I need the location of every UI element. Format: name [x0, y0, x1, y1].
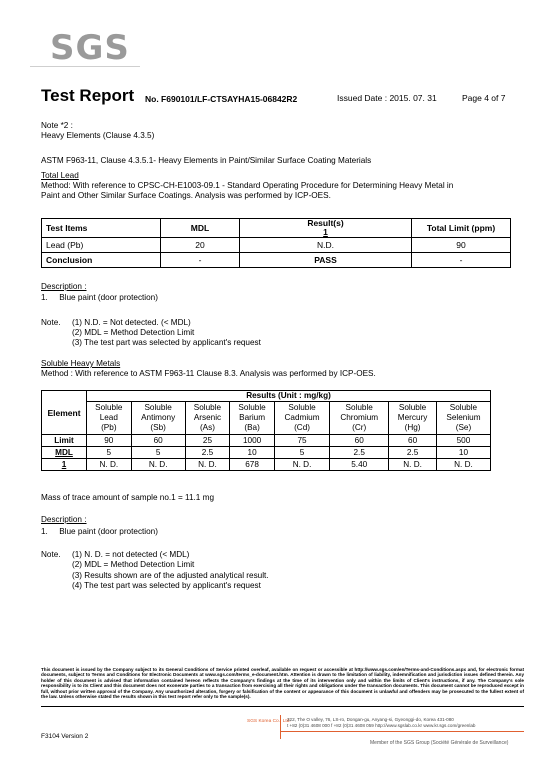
note-line: (2) MDL = Method Detection Limit — [72, 560, 195, 569]
cell: N.D. — [240, 238, 412, 253]
page-number: Page 4 of 7 — [462, 93, 506, 103]
th-element-col-line: Soluble — [144, 403, 172, 412]
th-element-col — [389, 402, 437, 435]
total-lead-table — [41, 218, 511, 268]
table-row — [42, 253, 511, 268]
th-element-col-line: (Sb) — [150, 423, 166, 432]
issued-date: Issued Date : 2015. 07. 31 — [337, 93, 437, 103]
note-line: (4) The test part was selected by applicant's request — [72, 581, 261, 590]
th-element-col — [274, 402, 329, 435]
th-element-col-line: Soluble — [238, 403, 266, 412]
th-element-col-line: Chromium — [340, 413, 379, 422]
th-element-col-line: (Se) — [455, 423, 472, 432]
cell: PASS — [240, 253, 412, 268]
cell: 90 — [87, 435, 132, 447]
total-lead-heading: Total Lead — [41, 171, 79, 180]
footer-disclaimer: This document is issued by the Company subject to its General Conditions of Service printed overleaf, available on request or accessible at http://www.sgs.com/en/Terms-and-Conditions.aspx and, for electronic format documents, subject to Terms and Conditions for Electronic Documents at www.sgs.com/terms_e-document.htm. Attention is drawn to the limitation of liability, indemnification and jurisdiction issues defined therein. Any holder of this document is advised that information contained hereon reflects the Company's findings at the time of its intervention only and within the limits of Client's instructions, if any. The Company's sole responsibility is to its Client and this document does not exonerate parties to a transaction from exercising all their rights and obligations under the transaction documents. This document cannot be reproduced except in full, without prior written approval of the Company. Any unauthorized alteration, forgery or falsification of the content or appearance of this document is unlawful and offenders may be prosecuted to the fullest extent of the law. Unless otherwise stated the results shown in this test report refer only to the sample(s). — [41, 667, 524, 700]
note-line: (3) The test part was selected by applicant's request — [72, 338, 261, 347]
description-item: 1. Blue paint (door protection) — [41, 527, 158, 536]
cell: 20 — [161, 238, 240, 253]
th-element-col-line: Antimony — [141, 413, 176, 422]
th-element-col-line: Lead — [99, 413, 118, 422]
cell: N. D. — [436, 459, 490, 471]
th-element-col — [436, 402, 490, 435]
cell: Conclusion — [42, 253, 161, 268]
soluble-heading: Soluble Heavy Metals — [41, 359, 121, 368]
note-label: Note. — [41, 318, 61, 327]
note2-label: Note *2 : — [41, 121, 73, 130]
cell: N. D. — [274, 459, 329, 471]
cell: 60 — [330, 435, 389, 447]
row-label: 1 — [42, 459, 87, 471]
th-mdl: MDL — [161, 219, 240, 238]
sgs-logo: SGS — [50, 28, 130, 68]
footer-divider — [41, 706, 524, 707]
cell: 1000 — [230, 435, 275, 447]
th-element-col-line: Soluble — [193, 403, 222, 412]
th-element-col-line: (Hg) — [404, 423, 421, 432]
total-lead-method-2: Paint and Other Similar Surface Coatings. Analysis was performed by ICP-OES. — [41, 191, 331, 200]
cell: 5 — [87, 447, 132, 459]
th-element-col-line: Soluble — [449, 403, 478, 412]
footer-member: Member of the SGS Group (Société Générale de Surveillance) — [370, 740, 509, 746]
cell: 2.5 — [389, 447, 437, 459]
th-element: Element — [42, 391, 87, 435]
cell: 2.5 — [330, 447, 389, 459]
th-element-col-line: Soluble — [345, 403, 373, 412]
th-element-col — [230, 402, 275, 435]
form-version: F3104 Version 2 — [41, 733, 89, 740]
th-element-col — [87, 402, 132, 435]
th-element-col-line: Arsenic — [193, 413, 222, 422]
table-row — [42, 447, 491, 459]
th-element-col-line: (Ba) — [244, 423, 260, 432]
cell: 5.40 — [330, 459, 389, 471]
soluble-method: Method : With reference to ASTM F963-11 Clause 8.3. Analysis was performed by ICP-OES. — [41, 369, 376, 378]
footer-address — [287, 717, 475, 729]
th-element-col-line: (Cd) — [294, 423, 310, 432]
cell: 5 — [274, 447, 329, 459]
note-line: (2) MDL = Method Detection Limit — [72, 328, 195, 337]
cell: 60 — [389, 435, 437, 447]
note-line: (3) Results shown are of the adjusted analytical result. — [72, 571, 269, 580]
cell: 10 — [230, 447, 275, 459]
cell: N. D. — [389, 459, 437, 471]
footer-company: SGS Korea Co., Ltd. — [247, 719, 291, 724]
cell: N. D. — [131, 459, 185, 471]
total-lead-method-1: Method: With reference to CPSC-CH-E1003-09.1 - Standard Operating Procedure for Determining Heavy Metal in — [41, 181, 454, 190]
footer-address-line: 322, The O valley, 76, LS-ro, Dongan-gu, Anyang-si, Gyeonggi-do, Korea 431-080 — [287, 717, 454, 722]
astm-title: ASTM F963-11, Clause 4.3.5.1- Heavy Elements in Paint/Similar Surface Coating Materials — [41, 156, 372, 165]
report-number: No. F690101/LF-CTSAYHA15-06842R2 — [145, 94, 298, 104]
mass-note: Mass of trace amount of sample no.1 = 11.1 mg — [41, 493, 215, 502]
th-result-no: 1 — [240, 228, 412, 238]
logo-divider — [30, 66, 140, 67]
cell: - — [161, 253, 240, 268]
th-element-col-line: Soluble — [288, 403, 316, 412]
th-element-col-line: Soluble — [95, 403, 123, 412]
th-element-col-line: (As) — [199, 423, 215, 432]
cell: 678 — [230, 459, 275, 471]
cell: 90 — [412, 238, 511, 253]
row-label: Limit — [42, 435, 87, 447]
cell: 75 — [274, 435, 329, 447]
cell: 5 — [131, 447, 185, 459]
row-label: MDL — [42, 447, 87, 459]
cell: Lead (Pb) — [42, 238, 161, 253]
cell: 10 — [436, 447, 490, 459]
description-item: 1. Blue paint (door protection) — [41, 293, 158, 302]
th-element-col-line: (Pb) — [101, 423, 117, 432]
th-element-col-line: Selenium — [446, 413, 481, 422]
cell: N. D. — [185, 459, 230, 471]
report-title: Test Report — [41, 86, 135, 105]
table-row — [42, 435, 491, 447]
note-line: (1) N. D. = not detected (< MDL) — [72, 550, 190, 559]
cell: 25 — [185, 435, 230, 447]
th-element-col — [131, 402, 185, 435]
th-element-col-line: (Cr) — [352, 423, 367, 432]
description-heading: Description : — [41, 282, 87, 291]
soluble-metals-table — [41, 390, 491, 471]
table-row — [42, 238, 511, 253]
th-element-col-line: Barium — [239, 413, 266, 422]
table-row — [42, 459, 491, 471]
cell: 500 — [436, 435, 490, 447]
cell: 2.5 — [185, 447, 230, 459]
note2-line: Heavy Elements (Clause 4.3.5) — [41, 131, 155, 140]
footer-contact-line: t +82 (0)31 4608 000 f +82 (0)31 4608 059 http://www.sgslab.co.kr www.kr.sgs.com/greenlab — [287, 723, 476, 728]
description-heading: Description : — [41, 515, 87, 524]
th-element-col-line: Soluble — [398, 403, 427, 412]
note-label: Note. — [41, 550, 61, 559]
cell: - — [412, 253, 511, 268]
th-element-col-line: Cadmium — [284, 413, 320, 422]
th-element-col — [330, 402, 389, 435]
note-line: (1) N.D. = Not detected. (< MDL) — [72, 318, 191, 327]
cell: 60 — [131, 435, 185, 447]
th-element-col-line: Mercury — [397, 413, 428, 422]
th-results: Result(s) — [240, 219, 412, 229]
th-element-col — [185, 402, 230, 435]
cell: N. D. — [87, 459, 132, 471]
th-results-unit: Results (Unit : mg/kg) — [87, 391, 491, 402]
footer-accent-vertical — [280, 715, 281, 739]
th-total-limit: Total Limit (ppm) — [412, 219, 511, 238]
footer-accent-horizontal — [280, 731, 524, 732]
th-test-items: Test Items — [42, 219, 161, 238]
